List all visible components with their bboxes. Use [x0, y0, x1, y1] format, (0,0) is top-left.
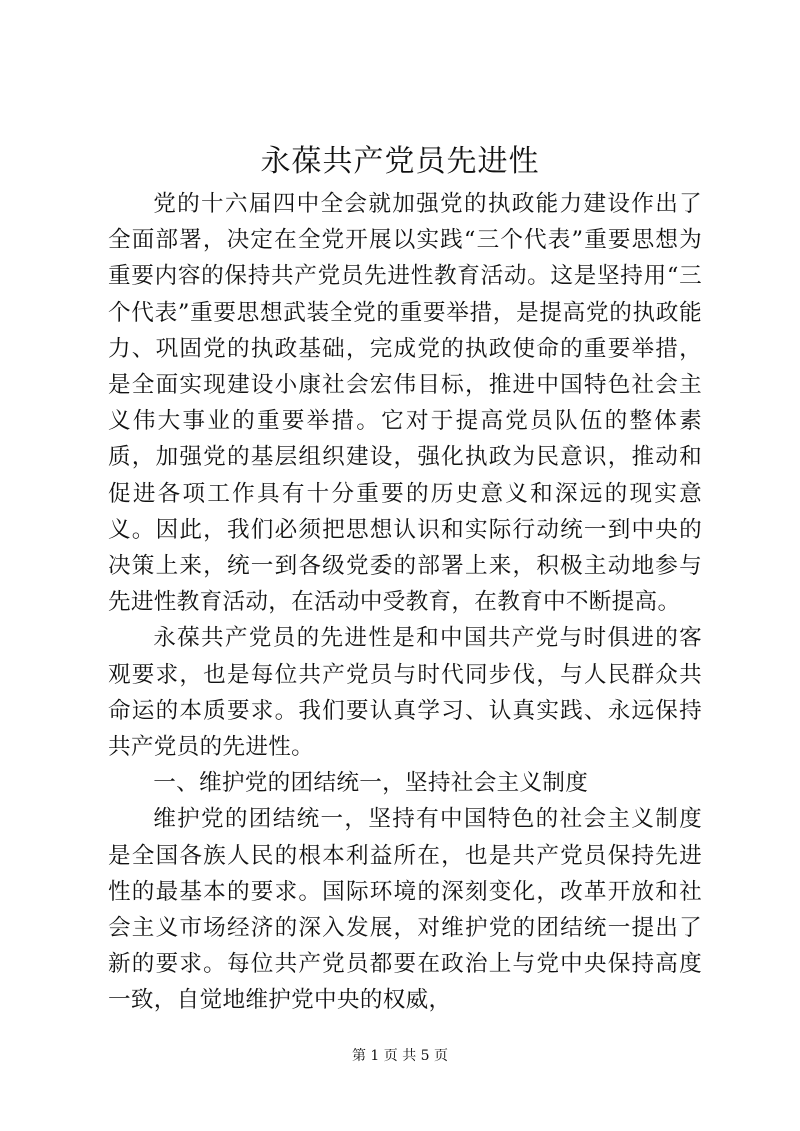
document-body: [108, 186, 702, 1019]
document-title: 永葆共产党员先进性: [260, 144, 540, 179]
paragraph-advancement: 永葆共产党员的先进性是和中国共产党与时俱进的客观要求，也是每位共产党员与时代同步伐，与人民群众共命运的本质要求。我们要认真学习、认真实践、永远保持共产党员的先进性。: [108, 625, 702, 761]
section-heading-1: 一、维护党的团结统一，坚持社会主义制度: [153, 770, 589, 797]
paragraph-unity: 维护党的团结统一，坚持有中国特色的社会主义制度是全国各族人民的根本利益所在，也是共产党员保持先进性的最基本的要求。国际环境的深刻变化，改革开放和社会主义市场经济的深入发展，对维护党的团结统一提出了新的要求。每位共产党员都要在政治上与党中央保持高度一致，自觉地维护党中央的权威，: [108, 806, 702, 1014]
page-footer: 第 1 页 共 5 页: [351, 1048, 449, 1064]
paragraph-intro: 党的十六届四中全会就加强党的执政能力建设作出了全面部署，决定在全党开展以实践“三个代表”重要思想为重要内容的保持共产党员先进性教育活动。这是坚持用“三个代表”重要思想武装全党的重要举措，是提高党的执政能力、巩固党的执政基础，完成党的执政使命的重要举措，是全面实现建设小康社会宏伟目标，推进中国特色社会主义伟大事业的重要举措。它对于提高党员队伍的整体素质，加强党的基层组织建设，强化执政为民意识，推动和促进各项工作具有十分重要的历史意义和深远的现实意义。因此，我们必须把思想认识和实际行动统一到中央的决策上来，统一到各级党委的部署上来，积极主动地参与先进性教育活动，在活动中受教育，在教育中不断提高。: [108, 191, 702, 616]
